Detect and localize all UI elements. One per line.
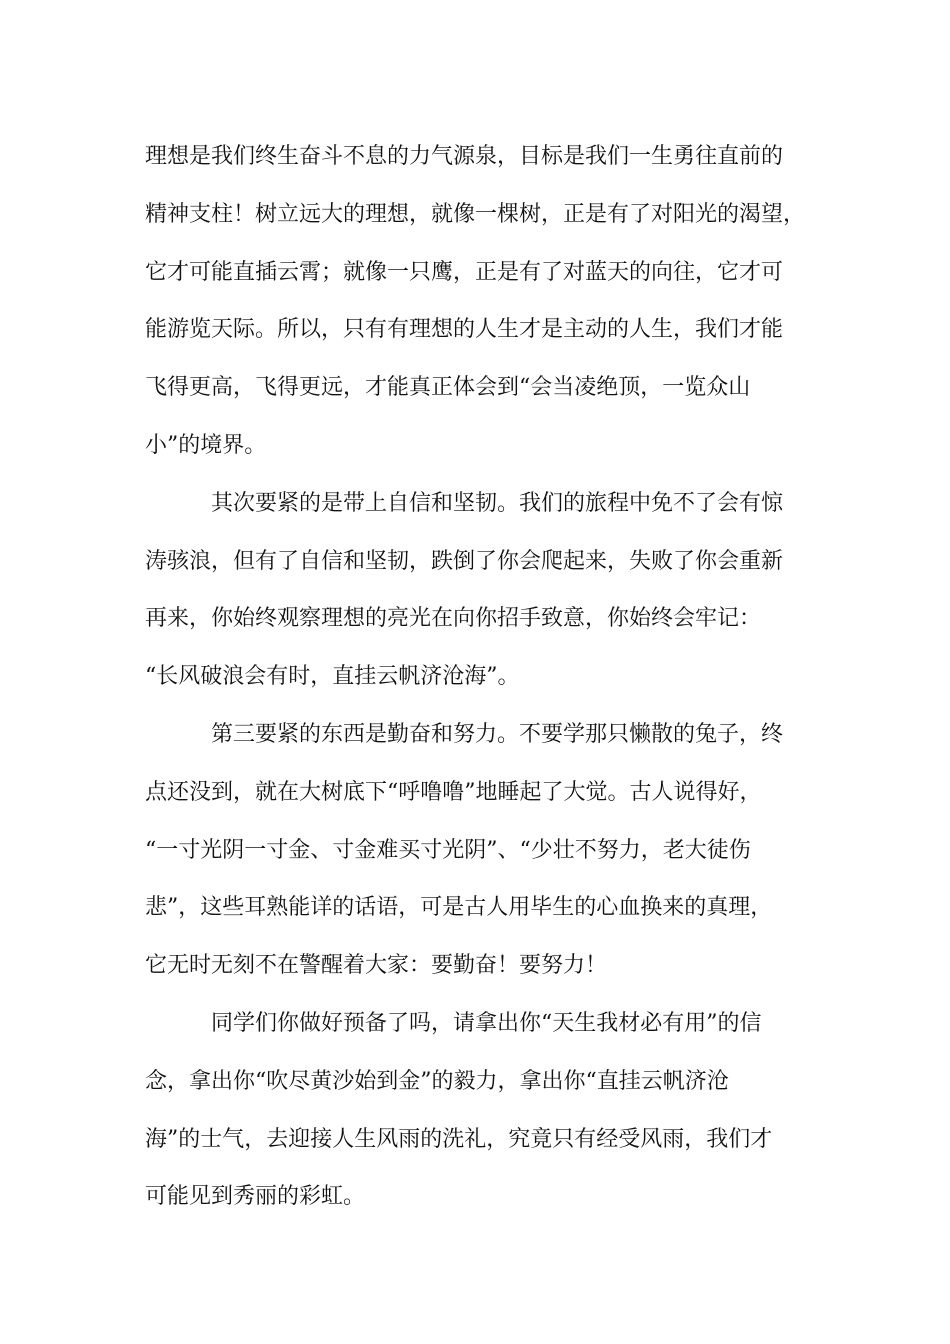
paragraph-2-line-3: 再来，你始终观察理想的亮光在向你招手致意，你始终会牢记： <box>145 606 762 632</box>
paragraph-4-line-1: 同学们你做好预备了吗，请拿出你“天生我材必有用”的信 <box>211 1010 762 1036</box>
paragraph-1-line-6: 小”的境界。 <box>145 432 267 458</box>
paragraph-2-line-4: “长风破浪会有时，直挂云帆济沧海”。 <box>145 664 520 690</box>
paragraph-2-line-1: 其次要紧的是带上自信和坚韧。我们的旅程中免不了会有惊 <box>211 490 784 516</box>
paragraph-3-line-5: 它无时无刻不在警醒着大家：要勤奋！要努力！ <box>145 953 608 979</box>
paragraph-4-line-2: 念，拿出你“吹尽黄沙始到金”的毅力，拿出你“直挂云帆济沧 <box>145 1068 729 1094</box>
paragraph-1-line-3: 它才可能直插云霄；就像一只鹰，正是有了对蓝天的向往，它才可 <box>145 259 784 285</box>
paragraph-3-line-4: 悲”，这些耳熟能详的话语，可是古人用毕生的心血换来的真理， <box>145 895 773 921</box>
paragraph-3-line-3: “一寸光阴一寸金、寸金难买寸光阴”、“少壮不努力，老大徒伤 <box>145 837 751 863</box>
paragraph-4-line-3: 海”的士气，去迎接人生风雨的洗礼，究竟只有经受风雨，我们才 <box>145 1126 773 1152</box>
paragraph-3-line-1: 第三要紧的东西是勤奋和努力。不要学那只懒散的兔子，终 <box>211 721 784 747</box>
paragraph-1-line-4: 能游览天际。所以，只有有理想的人生才是主动的人生，我们才能 <box>145 317 784 343</box>
paragraph-1-line-2: 精神支柱！树立远大的理想，就像一棵树，正是有了对阳光的渴望， <box>145 201 806 227</box>
paragraph-1-line-5: 飞得更高，飞得更远，才能真正体会到“会当凌绝顶，一览众山 <box>145 375 751 401</box>
paragraph-2-line-2: 涛骇浪，但有了自信和坚韧，跌倒了你会爬起来，失败了你会重新 <box>145 548 784 574</box>
document-body <box>145 128 807 1226</box>
paragraph-4-line-4: 可能见到秀丽的彩虹。 <box>145 1184 366 1210</box>
paragraph-3-line-2: 点还没到，就在大树底下“呼噜噜”地睡起了大觉。古人说得好， <box>145 779 762 805</box>
paragraph-1-line-1: 理想是我们终生奋斗不息的力气源泉，目标是我们一生勇往直前的 <box>145 144 784 169</box>
